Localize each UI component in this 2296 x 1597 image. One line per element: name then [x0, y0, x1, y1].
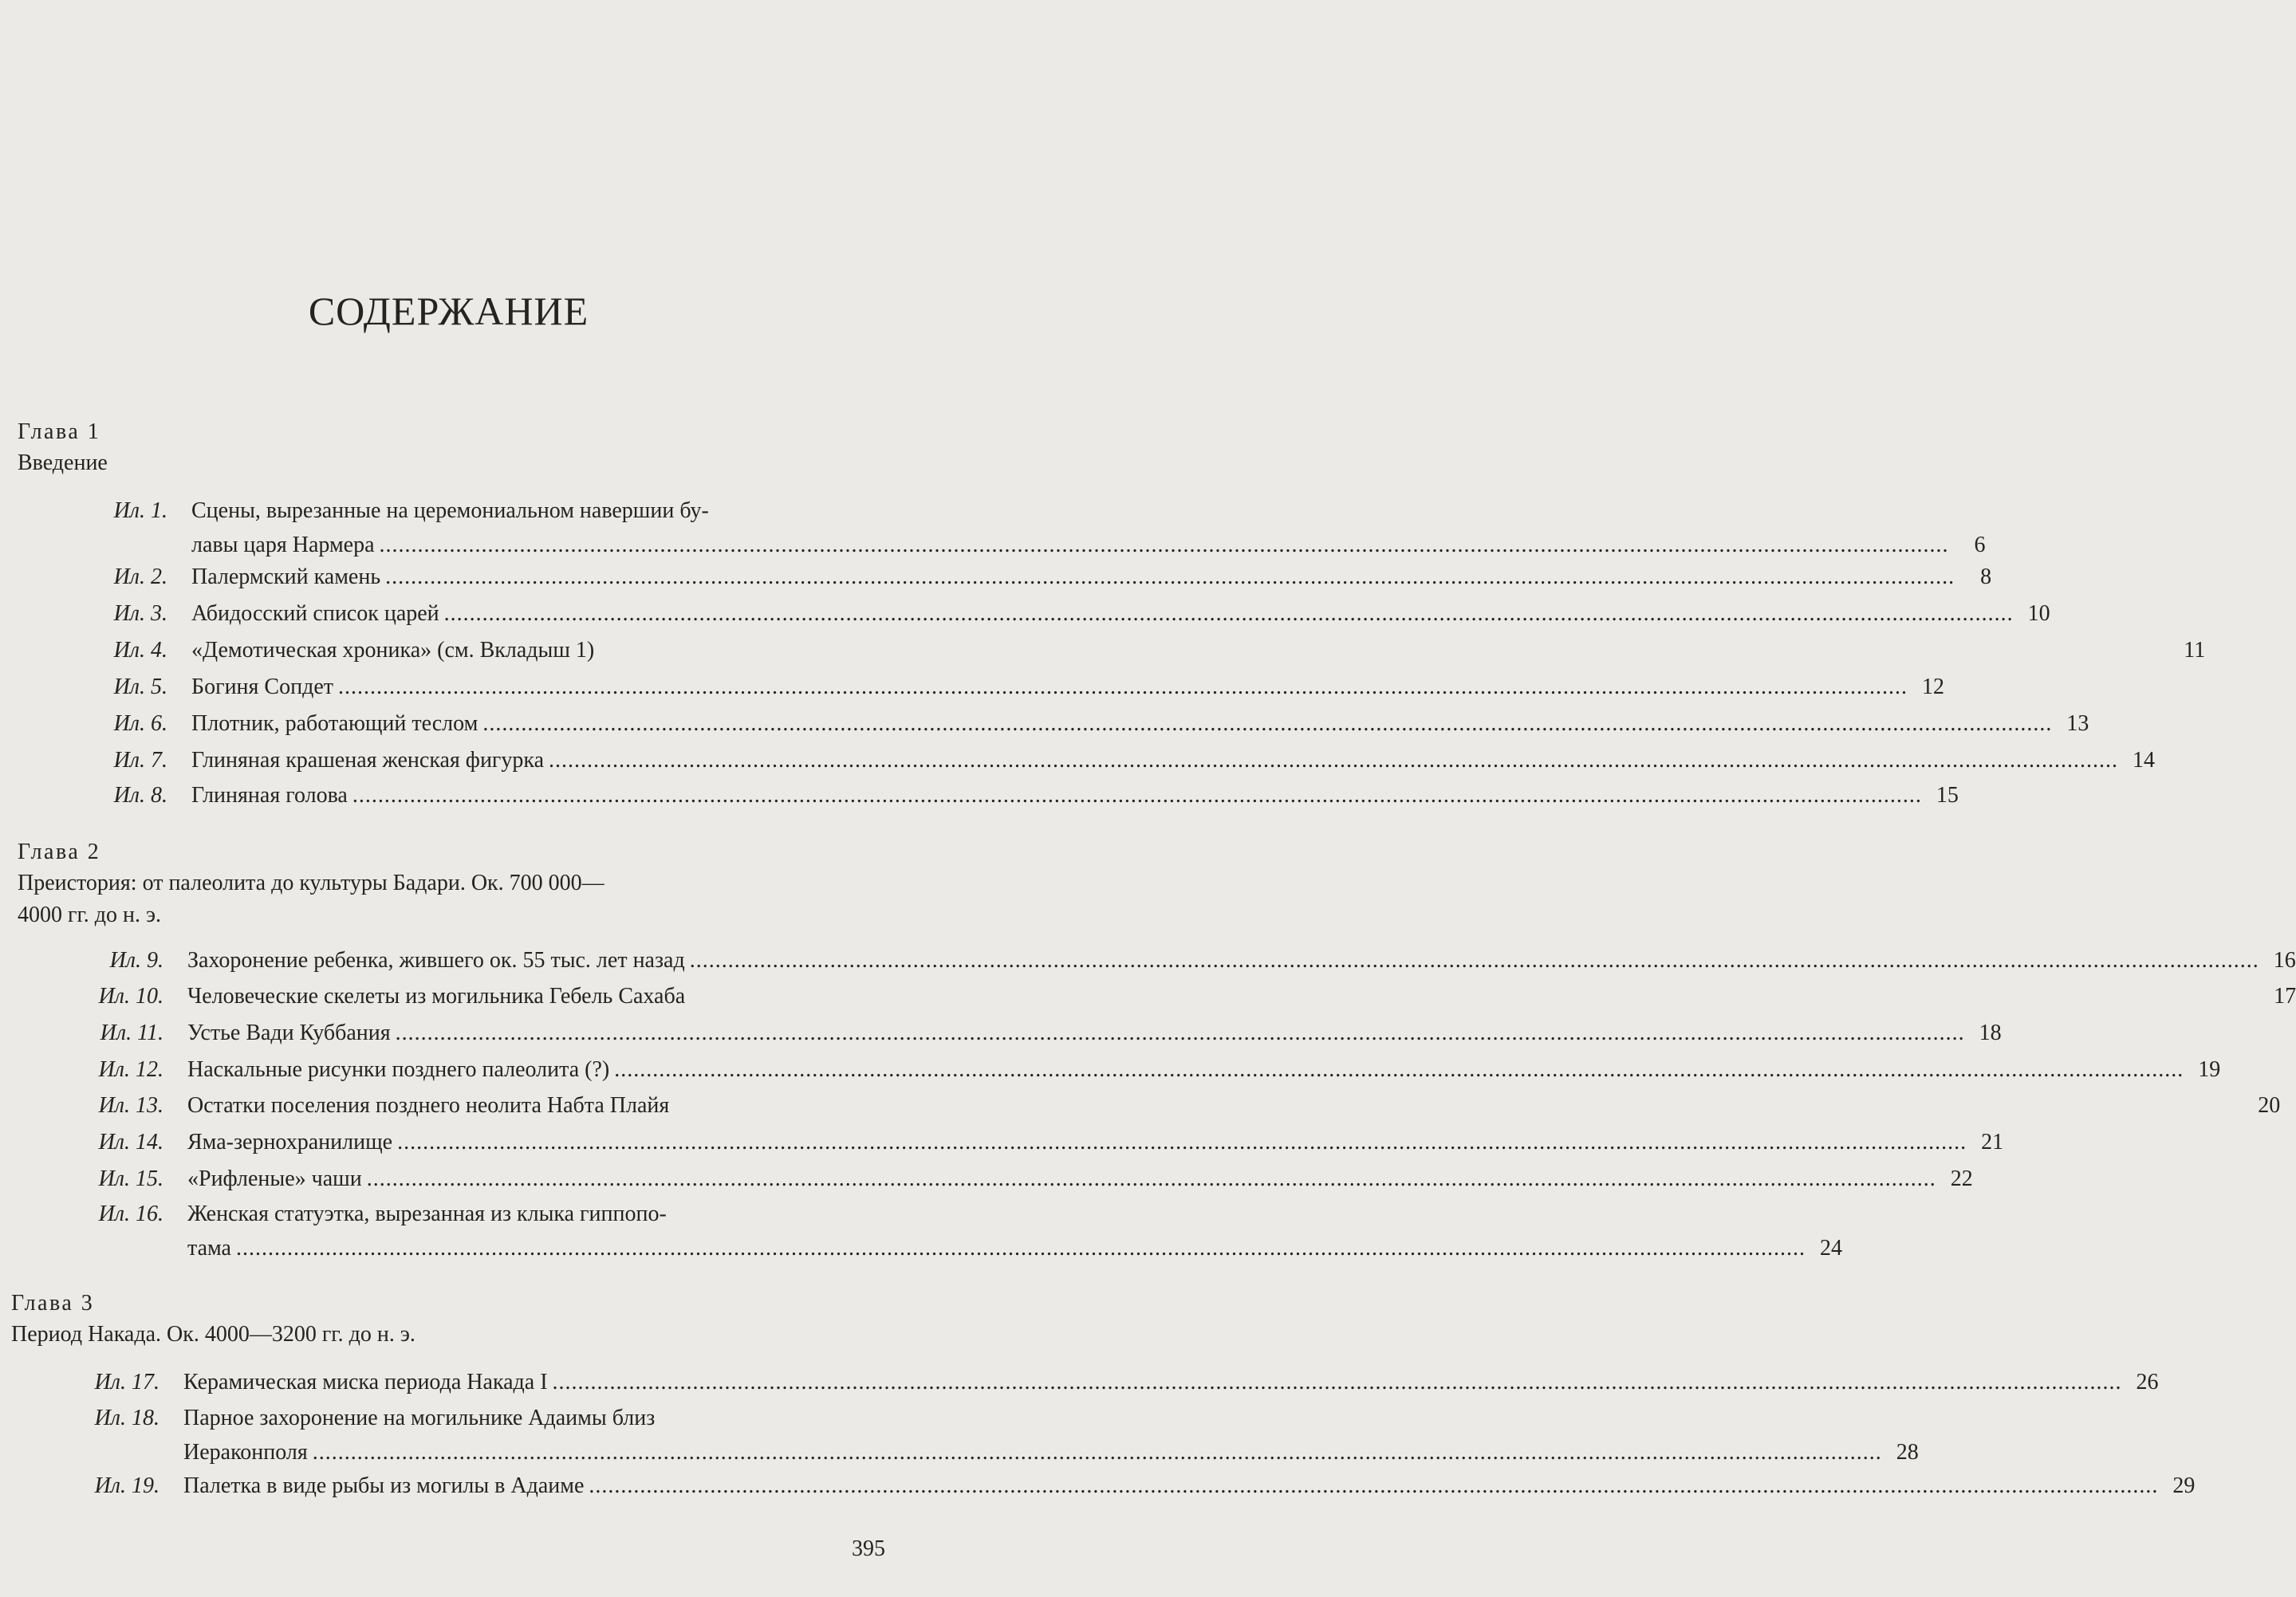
entry-text-line: Человеческие скелеты из могильника Гебель Сахаба: [187, 984, 686, 1009]
page-title: СОДЕРЖАНИЕ: [308, 289, 589, 333]
entry-text-line: Иераконполя: [183, 1440, 308, 1465]
chapter-title: Период Накада. Ок. 4000—3200 гг. до н. э.: [11, 1322, 415, 1347]
entry-text-line: Палермский камень: [191, 564, 381, 589]
illustration-number: Ил. 6.: [113, 711, 167, 736]
dot-leader: [313, 1435, 1882, 1470]
page-number: 13: [2066, 711, 2089, 736]
folio-page-number: 395: [852, 1536, 885, 1561]
chapter-2-heading: [18, 837, 879, 931]
entry-text-line: лавы царя Нармера: [191, 533, 375, 557]
illustration-number: Ил. 3.: [113, 601, 167, 626]
illustration-number: Ил. 1.: [113, 498, 167, 523]
entry-text-line: Плотник, работающий теслом: [191, 711, 478, 736]
chapter-title: Преистория: от палеолита до культуры Бадари. Ок. 700 000—: [18, 871, 605, 895]
toc-entry-2: [76, 560, 1992, 595]
page-number: 18: [1979, 1021, 2002, 1045]
dot-leader: [444, 596, 2014, 631]
entry-text-line: Остатки поселения позднего неолита Набта Плайя: [187, 1093, 670, 1118]
dot-leader: [367, 1162, 1936, 1197]
page-number: 6: [1974, 533, 1986, 557]
illustration-number: Ил. 10.: [98, 984, 163, 1009]
dot-leader: [397, 1125, 1967, 1160]
dot-leader: [690, 943, 2259, 978]
page-number: 8: [1980, 564, 1992, 589]
entry-text-line: Глиняная голова: [191, 783, 348, 808]
entry-text-line: Яма-зернохранилище: [187, 1130, 393, 1154]
page-number: 29: [2172, 1473, 2196, 1498]
toc-entry-15: [72, 1162, 1973, 1197]
entry-text-line: Наскальные рисунки позднего палеолита (?): [187, 1057, 610, 1082]
dot-leader: [396, 1016, 1965, 1051]
toc-entry-17: [68, 1365, 2159, 1400]
toc-entry-4: [76, 633, 2206, 668]
page-number: 26: [2136, 1370, 2159, 1394]
entry-text-line: Женская статуэтка, вырезанная из клыка гиппопо-: [187, 1202, 667, 1226]
toc-entry-5: [76, 670, 1944, 705]
illustration-number: Ил. 16.: [98, 1202, 163, 1226]
toc-entry-13: [72, 1088, 2281, 1123]
entry-text-line: Устье Вади Куббания: [187, 1021, 391, 1045]
page-number: 12: [1921, 675, 1944, 699]
toc-entry-11: [72, 1016, 2002, 1051]
dot-leader: [380, 528, 1949, 563]
entry-text-line: Керамическая миска периода Накада I: [183, 1370, 548, 1394]
dot-leader: [236, 1231, 1806, 1266]
illustration-number: Ил. 11.: [100, 1021, 163, 1045]
entry-text-line: Глиняная крашеная женская фигурка: [191, 748, 545, 773]
page-number: 11: [2184, 638, 2206, 663]
illustration-number: Ил. 2.: [113, 564, 167, 589]
illustration-number: Ил. 17.: [94, 1370, 159, 1394]
illustration-number: Ил. 9.: [109, 948, 163, 973]
entry-text-line: Богиня Сопдет: [191, 675, 333, 699]
illustration-number: Ил. 12.: [98, 1057, 163, 1082]
illustration-number: Ил. 5.: [113, 675, 167, 699]
dot-leader: [338, 670, 1908, 705]
entry-text-line: «Рифленые» чаши: [187, 1166, 362, 1191]
page-number: 20: [2258, 1093, 2281, 1118]
page-number: 19: [2198, 1057, 2221, 1082]
illustration-number: Ил. 19.: [94, 1473, 159, 1498]
toc-entry-1: [76, 494, 1986, 563]
page-number: 21: [1981, 1130, 2004, 1154]
chapter-title: Введение: [18, 450, 108, 475]
toc-entry-16: [72, 1198, 1842, 1266]
page-number: 14: [2133, 748, 2156, 773]
illustration-number: Ил. 7.: [113, 748, 167, 773]
toc-entry-3: [76, 596, 2050, 631]
chapter-1-heading: [18, 417, 879, 479]
toc-entry-6: [76, 706, 2089, 741]
illustration-number: Ил. 18.: [94, 1406, 159, 1430]
dot-leader: [385, 560, 1955, 595]
toc-entry-9: [72, 943, 2296, 978]
chapter-title: 4000 гг. до н. э.: [18, 903, 162, 927]
page-number: 10: [2027, 601, 2050, 626]
toc-entry-8: [76, 778, 1959, 813]
page-number: 28: [1896, 1440, 1919, 1465]
toc-entry-19: [68, 1469, 2196, 1504]
dot-leader: [482, 706, 2052, 741]
entry-text-line: Захоронение ребенка, жившего ок. 55 тыс. лет назад: [187, 948, 685, 973]
entry-text-line: Парное захоронение на могильнике Адаимы близ: [183, 1406, 656, 1430]
illustration-number: Ил. 8.: [113, 783, 167, 808]
dot-leader: [589, 1469, 2158, 1504]
toc-entry-12: [72, 1052, 2221, 1088]
toc-entry-7: [76, 743, 2156, 778]
dot-leader: [553, 1365, 2122, 1400]
page-number: 15: [1936, 783, 1959, 808]
dot-leader: [352, 778, 1922, 813]
chapter-3-heading: [11, 1288, 872, 1351]
dot-leader: [549, 743, 2118, 778]
illustration-number: Ил. 14.: [98, 1130, 163, 1154]
toc-entry-14: [72, 1125, 2004, 1160]
chapter-label: Глава 1: [18, 419, 101, 444]
entry-text-line: тама: [187, 1236, 231, 1261]
illustration-number: Ил. 15.: [98, 1166, 163, 1191]
chapter-label: Глава 2: [18, 840, 101, 864]
toc-entry-10: [72, 979, 2296, 1014]
page-number: 24: [1819, 1236, 1842, 1261]
entry-text-line: Сцены, вырезанные на церемониальном навершии бу-: [191, 498, 709, 523]
dot-leader: [614, 1052, 2184, 1088]
illustration-number: Ил. 4.: [113, 638, 167, 663]
illustration-number: Ил. 13.: [98, 1093, 163, 1118]
page-number: 16: [2273, 948, 2296, 973]
entry-text-line: Абидосский список царей: [191, 601, 439, 626]
entry-text-line: Палетка в виде рыбы из могилы в Адаиме: [183, 1473, 585, 1498]
entry-text-line: «Демотическая хроника» (см. Вкладыш 1): [191, 638, 595, 663]
page-number: 22: [1950, 1166, 1973, 1191]
page-number: 17: [2274, 984, 2296, 1009]
toc-entry-18: [68, 1402, 1919, 1470]
chapter-label: Глава 3: [11, 1291, 95, 1316]
